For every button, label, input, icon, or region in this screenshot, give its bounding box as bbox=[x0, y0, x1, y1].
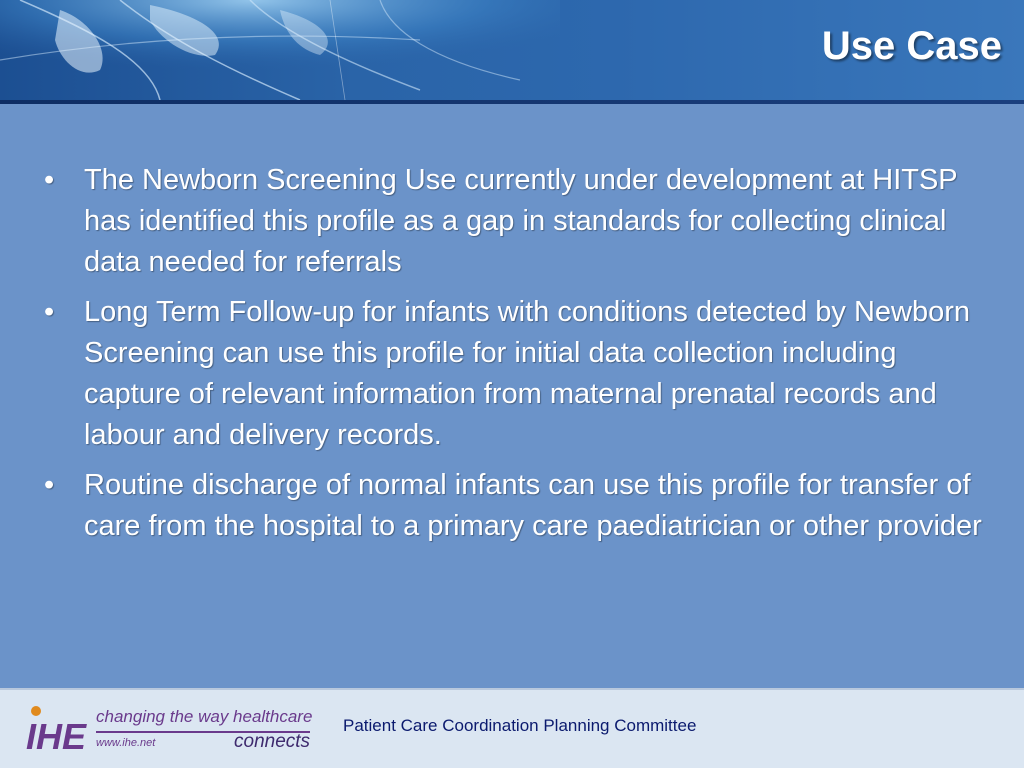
bullet-icon: • bbox=[44, 164, 55, 196]
svg-text:IHE: IHE bbox=[26, 716, 87, 753]
header-banner bbox=[0, 0, 1024, 100]
bullet-text: The Newborn Screening Use currently under development at HITSP has identified this profile as a gap in standards for collecting clinical data needed for referrals bbox=[84, 164, 958, 278]
bullet-icon: • bbox=[44, 296, 55, 328]
logo-url: www.ihe.net bbox=[96, 737, 156, 749]
bullet-icon: • bbox=[44, 469, 55, 501]
bullet-item bbox=[40, 465, 985, 547]
content-area bbox=[40, 160, 985, 556]
footer bbox=[0, 688, 1024, 768]
bullet-item bbox=[40, 292, 985, 456]
bullet-text: Routine discharge of normal infants can use this profile for transfer of care from the hospital to a primary care paediatrician or other provider bbox=[84, 469, 982, 542]
bullet-item bbox=[40, 160, 985, 283]
bullet-text: Long Term Follow-up for infants with conditions detected by Newborn Screening can use this profile for initial data collection including capture of relevant information from maternal prenatal records and labour and delivery records. bbox=[84, 296, 971, 451]
logo-connects: connects bbox=[234, 731, 311, 752]
committee-name: Patient Care Coordination Planning Committee bbox=[343, 716, 697, 735]
ihe-logo bbox=[24, 699, 314, 761]
bullet-list bbox=[40, 160, 985, 547]
slide-title: Use Case bbox=[821, 24, 1002, 68]
header-divider bbox=[0, 100, 1024, 104]
ihe-logo-mark bbox=[24, 705, 94, 753]
globe-graphic bbox=[0, 0, 560, 100]
logo-tagline: changing the way healthcare bbox=[96, 707, 313, 726]
